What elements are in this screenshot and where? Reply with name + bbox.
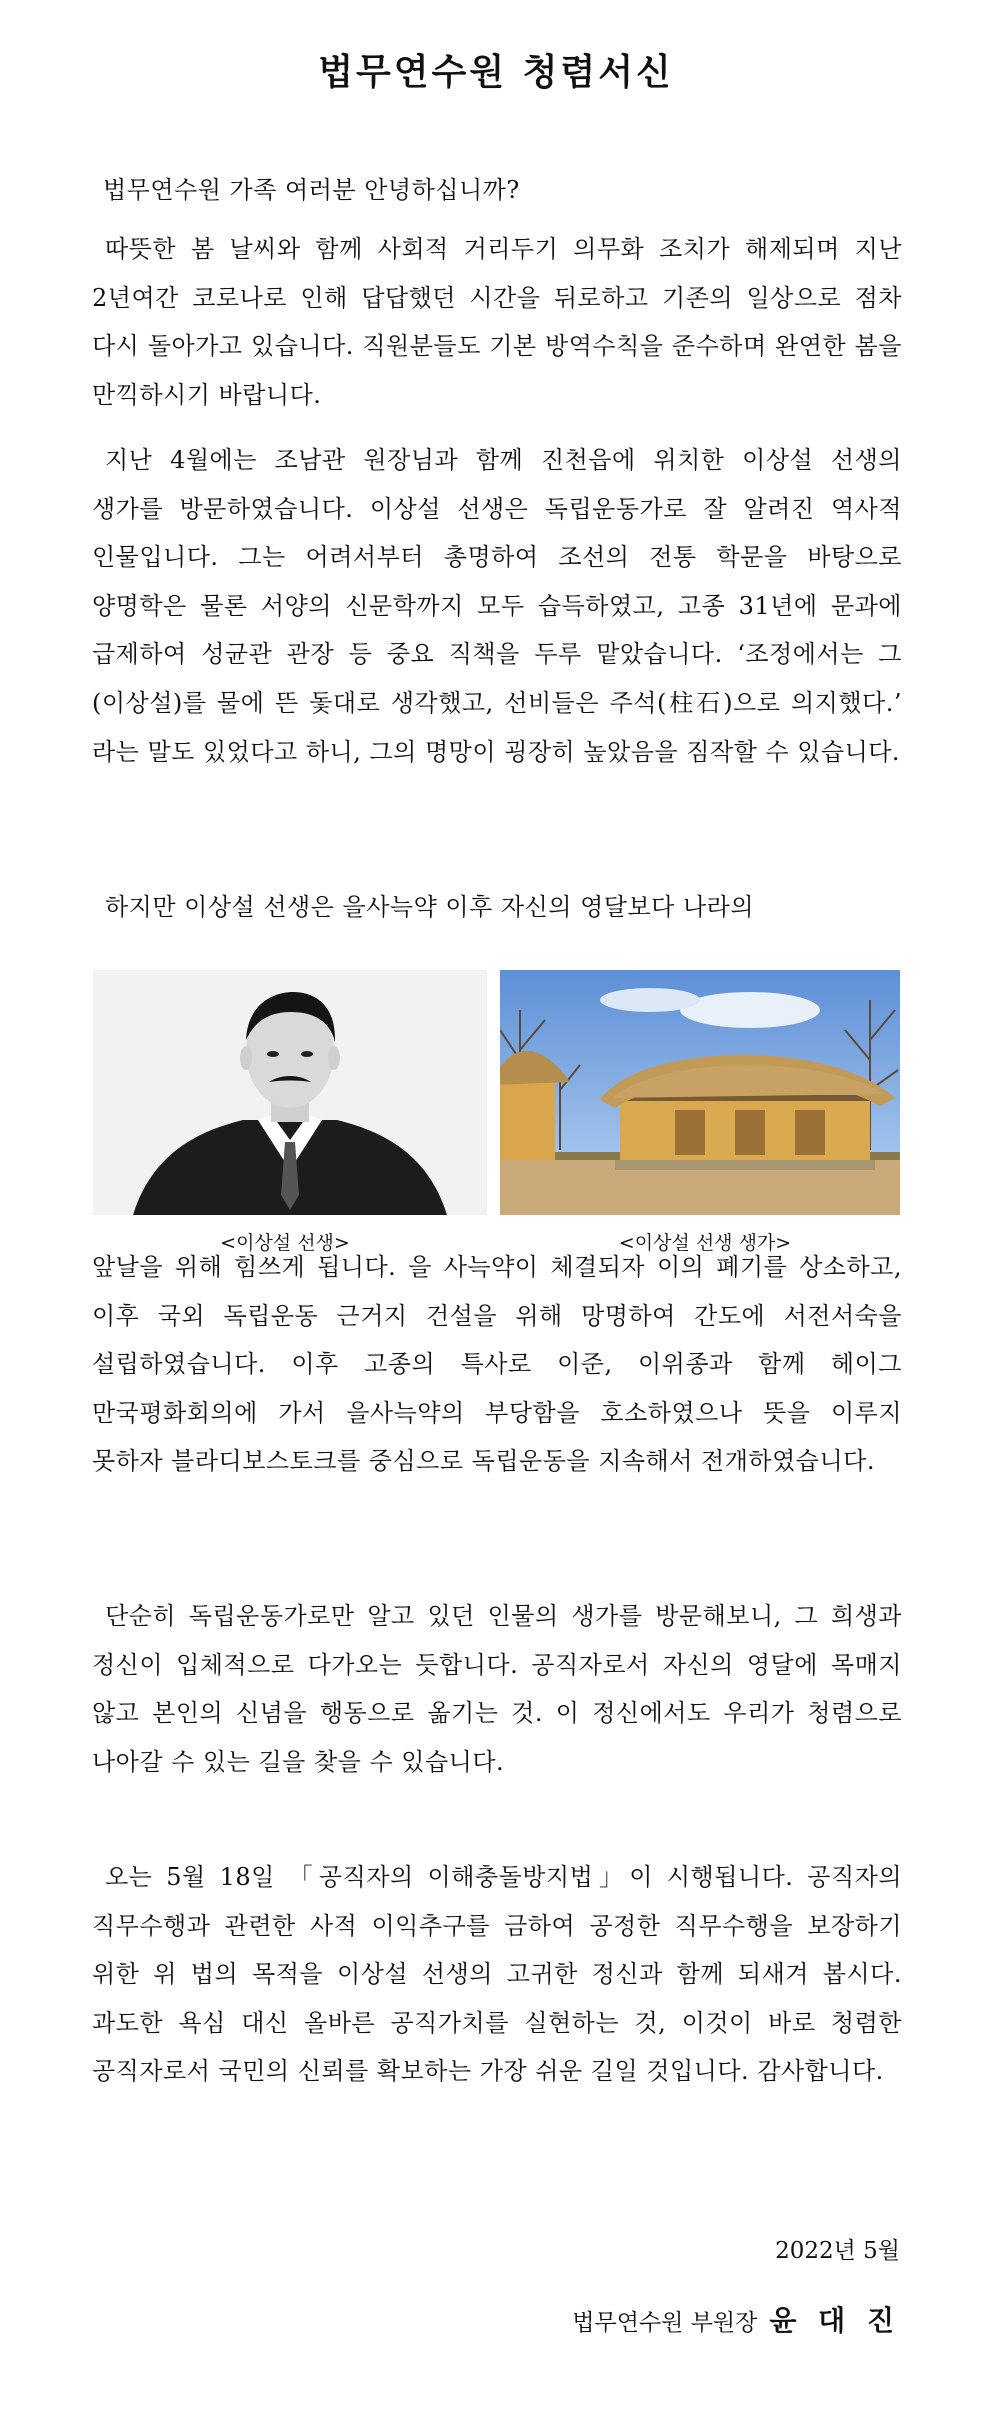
paragraph-4: 앞날을 위해 힘쓰게 됩니다. 을 사늑약이 체결되자 이의 폐기를 상소하고, 이후 국외 독립운동 근거지 건설을 위해 망명하여 간도에 서전서숙을 설립하였습니다. 이후 고종의 특사로 이준, 이위종과 함께 헤이그 만국평화회의에 가서 을사늑약의 부당함을 호소하였으나 뜻을 이루지 못하자 블라디보스토크를 중심으로 독립운동을 지속해서 전개하였습니다.: [92, 1253, 902, 1476]
paragraph-6-text: 오는 5월 18일 「공직자의 이해충돌방지법」이 시행됩니다. 공직자의 직무수행과 관련한 사적 이익추구를 금하여 공정한 직무수행을 보장하기 위한 위 법의 목적을 이상설 선생의 고귀한 정신과 함께 되새겨 봅시다. 과도한 욕심 대신 올바른 공직가치를 실현하는 것, 이것이 바로 청렴한 공직자로서 국민의 신뢰를 확보하는 가장 쉬운 길일 것입니다. 감사합니다.: [92, 1863, 902, 2086]
birthplace-illustration: [500, 970, 900, 1215]
birthplace-photo: [500, 970, 900, 1215]
paragraph-1: [92, 225, 902, 419]
paragraph-5-text: 단순히 독립운동가로만 알고 있던 인물의 생가를 방문해보니, 그 희생과 정신이 입체적으로 다가오는 듯합니다. 공직자로서 자신의 영달에 목매지 않고 본인의 신념을 행동으로 옮기는 것. 이 정신에서도 우리가 청렴으로 나아갈 수 있는 길을 찾을 수 있습니다.: [92, 1602, 902, 1776]
paragraph-5: [92, 1592, 902, 1786]
paragraph-2-text: 지난 4월에는 조남관 원장님과 함께 진천읍에 위치한 이상설 선생의 생가를 방문하였습니다. 이상설 선생은 독립운동가로 잘 알려진 역사적 인물입니다. 그는 어려서부터 총명하여 조선의 전통 학문을 바탕으로 양명학은 물론 서양의 신문학까지 모두 습득하였고, 고종 31년에 문과에 급제하여 성균관 관장 등 중요 직책을 두루 맡았습니다. ‘조정에서는 그(이상설)를 물에 뜬 돛대로 생각했고, 선비들은 주석(柱石)으로 의지했다.’ 라는 말도 있었다고 하니, 그의 명망이 굉장히 높았음을 짐작할 수 있습니다.: [92, 446, 902, 766]
paragraph-6: [92, 1853, 902, 2096]
signature-position: 법무연수원 부원장: [572, 2310, 758, 2336]
portrait-illustration: [93, 970, 487, 1215]
paragraph-3: [92, 883, 902, 932]
birthplace-caption: <이상설 선생 생가>: [618, 1232, 792, 1254]
paragraph-3-text: 하지만 이상설 선생은 을사늑약 이후 자신의 영달보다 나라의: [105, 893, 755, 921]
signature: [572, 2299, 900, 2339]
portrait-photo: [93, 970, 487, 1215]
paragraph-2: [92, 436, 902, 776]
letter-date: 2022년 5월: [775, 2238, 900, 2264]
signature-name: 윤 대 진: [769, 2304, 900, 2337]
page-title: 법무연수원 청렴서신: [318, 51, 674, 93]
portrait-caption: <이상설 선생>: [220, 1232, 350, 1254]
greeting: 법무연수원 가족 여러분 안녕하십니까?: [103, 176, 520, 204]
paragraph-1-text: 따뜻한 봄 날씨와 함께 사회적 거리두기 의무화 조치가 해제되며 지난 2년여간 코로나로 인해 답답했던 시간을 뒤로하고 기존의 일상으로 점차 다시 돌아가고 있습니다. 직원분들도 기본 방역수칙을 준수하며 완연한 봄을 만끽하시기 바랍니다.: [92, 235, 902, 409]
